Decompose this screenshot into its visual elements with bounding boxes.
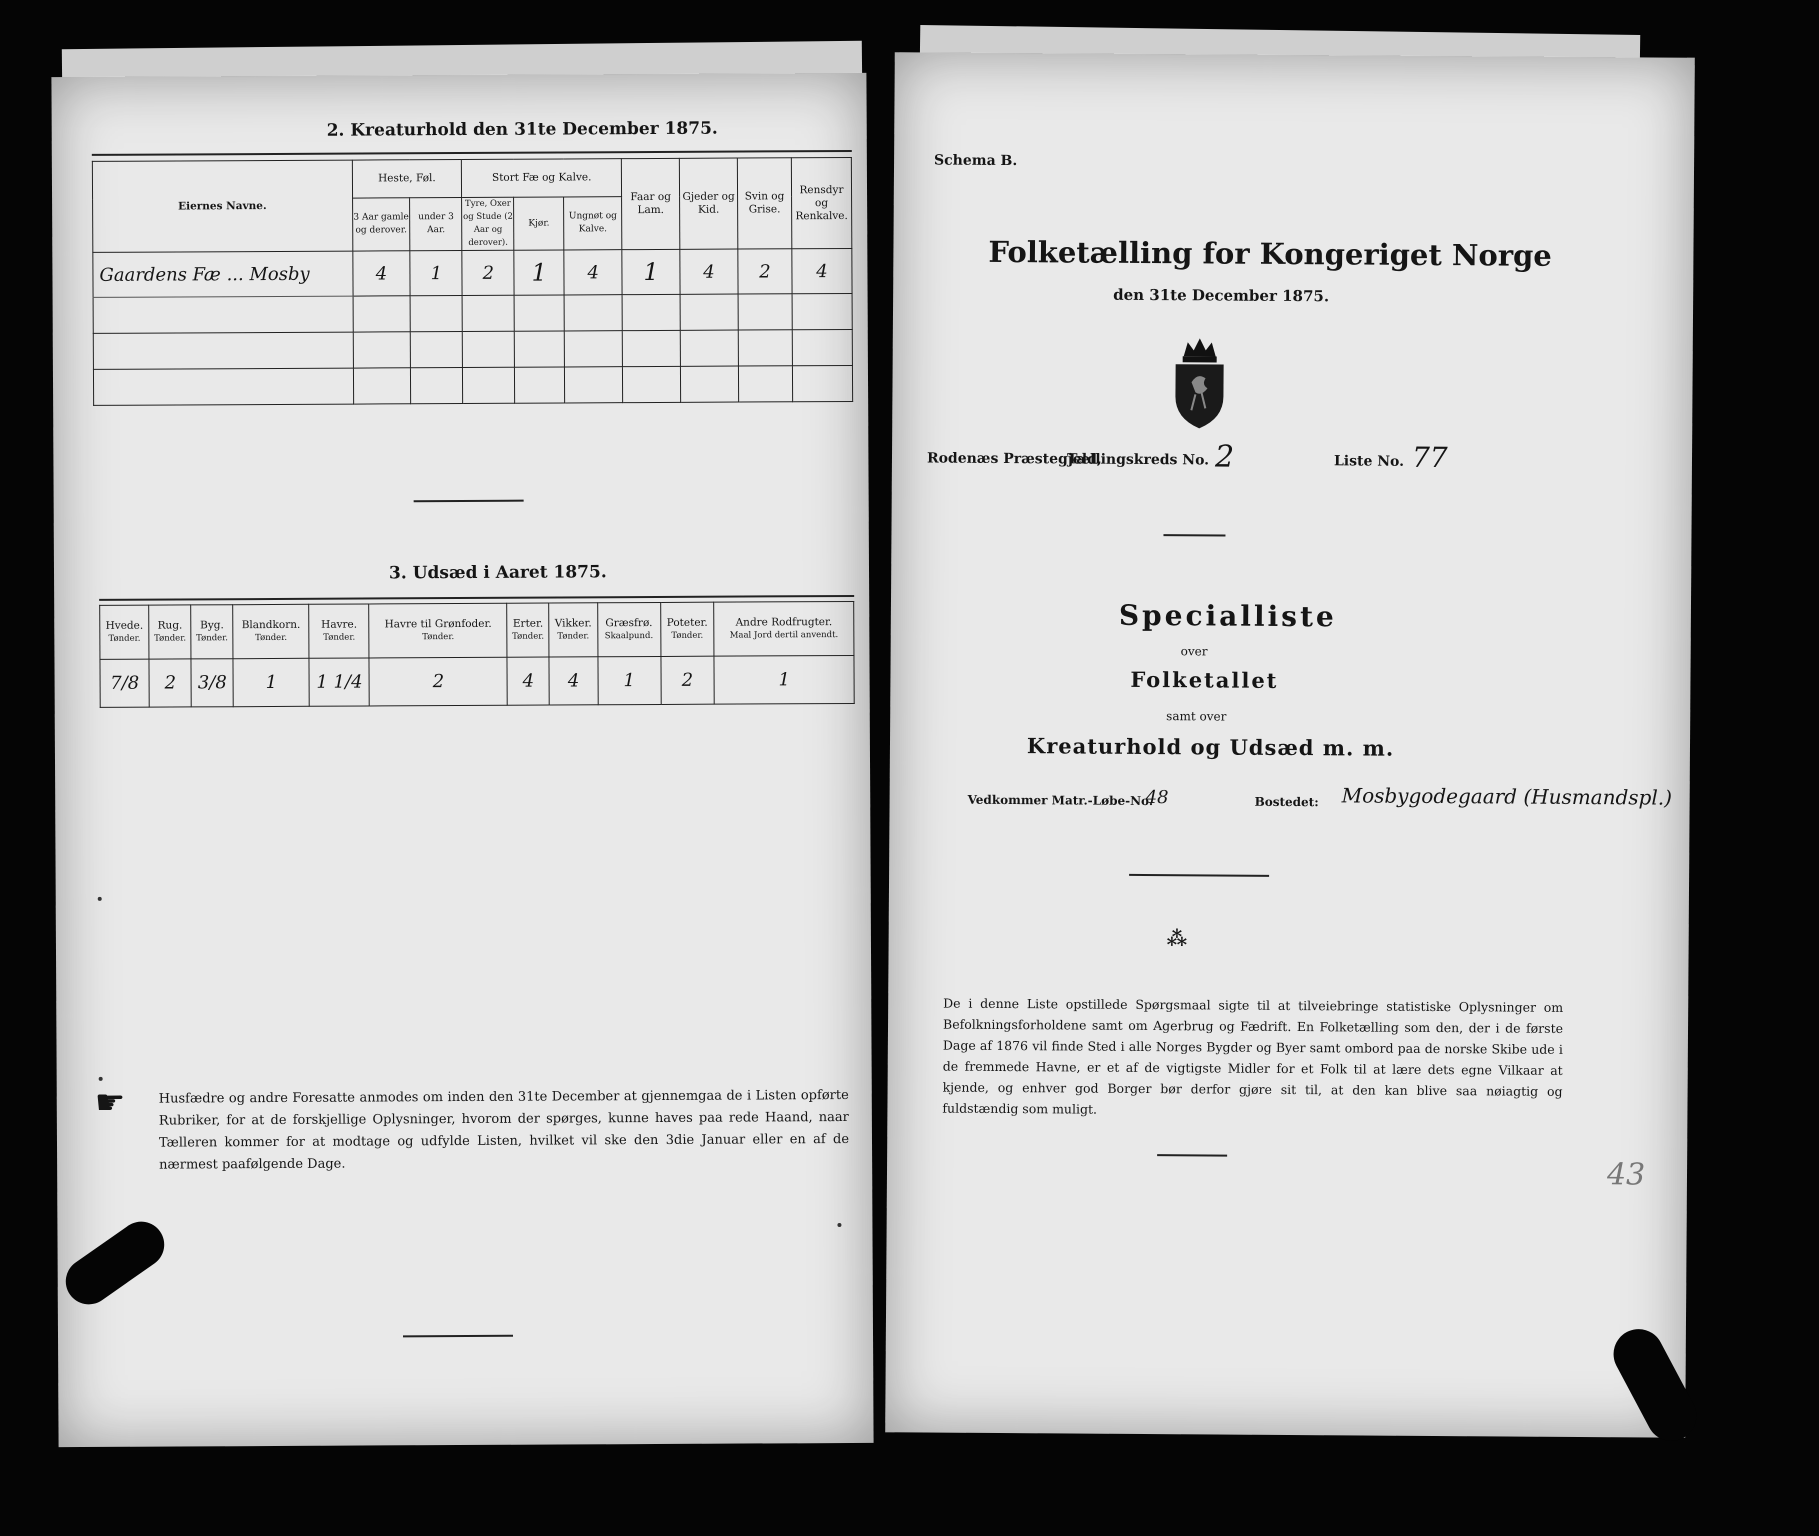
udsaed-table [99,601,855,708]
udsaed-header-unit: Tønder. [108,633,141,644]
udsaed-header-name: Andre Rodfrugter. [735,615,833,629]
udsaed-value: 1 1/4 [309,658,369,706]
kreatur-cell: 4 [564,250,622,295]
header-stort-sub2: Kjør. [514,197,564,250]
udsaed-header [100,605,150,659]
udsaed-value: 3/8 [191,659,233,707]
udsaed-value: 1 [233,658,309,706]
udsaed-value: 4 [507,657,549,705]
udsaed-header-name: Poteter. [666,616,708,629]
pointing-hand-icon: ☛ [94,1082,126,1123]
header-heste: Heste, Føl. [352,159,462,198]
kreatur-table [92,157,853,406]
udsaed-header [714,601,854,656]
udsaed-value: 4 [549,657,598,705]
liste-label: Liste No. [1333,453,1405,470]
prestegjeld-label: Rodenæs Præstegjeld, [926,450,1102,468]
udsaed-title: 3. Udsæd i Aaret 1875. [388,562,607,584]
udsaed-header-name: Vikker. [554,616,592,630]
census-date: den 31te December 1875. [1113,285,1330,306]
footnote: De i denne Liste opstillede Spørgsmaal sigte til at tilveiebringe statistiske Oplysninger om Befolkningsforholdene samt om Agerbrug og Fædrift. En Folketælling som den, der i de første Dage af 1876 vil finde Sted i alle Norges Bygder og Byer samt ombord paa de norske Skibe ude i de fremmede Havne, er et af de vigtigste Midler for et Folk til at lære dets egne Vilkaar at kjende, og enhver god Borger bør derfor gjøre sit til, at den kan blive saa nøiagtig og fuldstændig som muligt. [942,995,1564,1117]
matr-label: Vedkommer Matr.-Løbe-No. [967,792,1154,809]
instruction-note: Husfædre og andre Foresatte anmodes om inden den 31te December at gjennemgaa de i Listen opførte Rubriker, for at de forskjellige Oplysninger, hvorom der spørges, kunne haves paa rede Haand, naar Tælleren kommer for at modtage og udfylde Listen, hvilket vil ske den 3die Januar eller en af de nærmest paafølgende Dage. [158,1087,850,1173]
udsaed-header-name: Byg. [200,618,224,631]
udsaed-value: 1 [714,655,854,704]
udsaed-header [191,605,233,659]
udsaed-header-name: Blandkorn. [241,618,301,631]
divider-bottom [403,1335,513,1337]
kreatur-cell: 4 [352,251,410,296]
udsaed-header-unit: Tønder. [255,632,288,643]
udsaed-header [309,604,369,658]
header-stort-sub1: Tyre, Oxer og Stude (2 Aar og derover). [462,197,514,250]
kreatur-empty-row [93,293,852,333]
udsaed-header [369,603,507,658]
udsaed-header-unit: Tønder. [154,632,187,644]
coat-of-arms-icon [1169,334,1230,429]
divider-short [414,500,524,502]
udsaed-header-name: Græsfrø. [605,616,653,629]
samt-over-text: samt over [1166,709,1227,724]
udsaed-header-unit: Tønder. [196,632,229,643]
udsaed-value: 7/8 [100,659,149,707]
kreatur-row [93,248,852,297]
udsaed-header [549,603,598,657]
udsaed-header-name: Havre til Grønfoder. [384,617,492,630]
tellingskreds-label: Tællingskreds No. [1066,451,1210,469]
specialliste-title: Specialliste [1118,598,1337,634]
divider-long [1129,874,1269,876]
kreatur-cell: 1 [410,250,462,295]
kreatur-title: 2. Kreaturhold den 31te December 1875. [326,118,718,141]
udsaed-value: 2 [661,656,715,704]
header-heste-sub2: under 3 Aar. [410,197,462,250]
right-page [885,52,1695,1438]
margin-dot [837,1223,841,1227]
udsaed-header-unit: Tønder. [671,630,704,641]
tellingskreds-value: 2 [1214,439,1235,475]
header-heste-sub1: 3 Aar gamle og derover. [352,198,410,251]
main-title: Folketælling for Kongeriget Norge [988,234,1552,273]
bosted-label: Bostedet: [1254,794,1319,810]
divider-end [1157,1154,1227,1156]
header-gjeder: Gjeder og Kid. [679,158,737,249]
left-page [51,73,873,1447]
kreatur-cell: 2 [462,250,514,295]
schema-label: Schema B. [934,152,1018,170]
liste-value: 77 [1411,440,1448,475]
header-rensdyr: Rensdyr og Renkalve. [791,157,852,248]
kreatur-cell: 1 [622,249,680,294]
kreatur-empty-row [93,365,852,405]
udsaed-header-name: Erter. [512,617,544,630]
header-svin: Svin og Grise. [737,158,791,249]
udsaed-header [507,603,549,657]
folketallet-title: Folketallet [1130,666,1279,693]
margin-dot [99,1077,103,1081]
udsaed-header-unit: Tønder. [557,630,590,642]
kreatur-cell: 4 [792,248,852,293]
udsaed-header-name: Rug. [157,618,183,632]
udsaed-value: 2 [369,657,507,706]
udsaed-header-name: Hvede. [105,619,144,632]
udsaed-header [597,602,660,656]
kreatur-cell: 4 [680,249,738,294]
udsaed-header [149,605,191,659]
kreaturhold-title: Kreaturhold og Udsæd m. m. [1026,733,1395,761]
margin-dot [98,897,102,901]
page-number: 43 [1606,1157,1646,1193]
udsaed-header-unit: Tønder. [512,631,545,642]
kreatur-owner-name: Gaardens Fæ ... Mosby [93,251,353,297]
header-stort: Stort Fæ og Kalve. [462,159,622,198]
divider-mid [1163,534,1225,536]
udsaed-header-name: Havre. [321,618,358,631]
udsaed-header [660,602,714,656]
kreatur-empty-row [93,329,852,369]
over-text: over [1180,644,1208,659]
header-eier: Eiernes Navne. [92,160,352,252]
bosted-value: Mosbygodegaard (Husmandspl.) [1341,783,1673,810]
matr-value: 48 [1145,786,1169,809]
udsaed-header-unit: Tønder. [323,632,356,643]
udsaed-header-unit: Tønder. [422,631,455,642]
udsaed-value: 1 [598,656,661,704]
header-faar: Faar og Lam. [622,158,680,249]
kreatur-cell: 1 [514,250,564,295]
udsaed-header [233,604,309,658]
udsaed-header-unit: Maal Jord dertil anvendt. [729,629,839,641]
kreatur-top-rule [92,150,852,156]
ornament-icon: ⁂ [1166,926,1188,951]
udsaed-top-rule [99,595,854,601]
udsaed-header-unit: Skaalpund. [604,630,654,641]
kreatur-cell: 2 [738,249,792,294]
udsaed-value: 2 [149,659,191,707]
header-stort-sub3: Ungnøt og Kalve. [564,197,622,250]
